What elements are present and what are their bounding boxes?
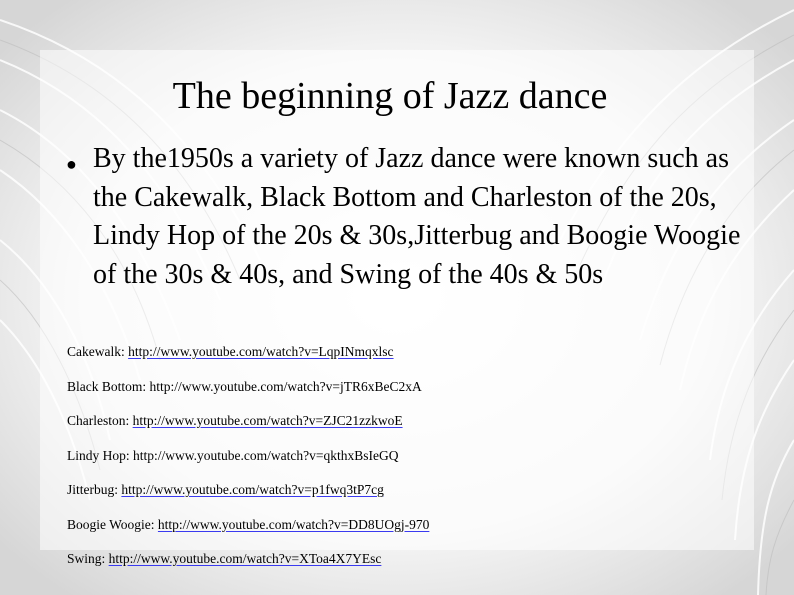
link-label: Swing: — [67, 551, 109, 566]
link-url[interactable]: http://www.youtube.com/watch?v=p1fwq3tP7cg — [121, 482, 384, 497]
link-url[interactable]: http://www.youtube.com/watch?v=XToa4X7YEsc — [108, 551, 382, 566]
link-row-charleston — [67, 413, 787, 448]
link-label: Boogie Woogie: — [67, 516, 158, 532]
bullet-marker: ● — [66, 154, 77, 174]
link-row-lindy-hop — [67, 448, 787, 483]
video-link-list — [67, 344, 787, 586]
slide-title: The beginning of Jazz dance — [172, 75, 608, 117]
link-row-cakewalk — [67, 344, 787, 379]
link-url[interactable]: http://www.youtube.com/watch?v=DD8UOgj-970 — [157, 516, 430, 532]
link-url[interactable]: http://www.youtube.com/watch?v=jTR6xBeC2xA — [149, 378, 422, 394]
link-label: Jitterbug: — [67, 482, 122, 497]
link-url[interactable]: http://www.youtube.com/watch?v=ZJC21zzkwoE — [132, 413, 403, 428]
bullet-text: By the1950s a variety of Jazz dance were known such as the Cakewalk, Black Bottom and Charleston of the 20s, Lindy Hop of the 20s & 30s,Jitterbug and Boogie Woogie of the 30s & 40s, and Swing of the 40s & 50s — [93, 143, 741, 290]
link-row-swing — [67, 551, 787, 586]
link-row-jitterbug — [67, 482, 787, 517]
link-label: Black Bottom: — [67, 378, 150, 394]
link-row-boogie-woogie — [67, 517, 787, 552]
link-label: Lindy Hop: — [67, 447, 133, 463]
link-url[interactable]: http://www.youtube.com/watch?v=LqpINmqxlsc — [128, 344, 394, 359]
link-label: Charleston: — [67, 413, 133, 428]
link-row-black-bottom — [67, 379, 787, 414]
link-url[interactable]: http://www.youtube.com/watch?v=qkthxBsIeGQ — [133, 447, 399, 463]
link-label: Cakewalk: — [67, 344, 129, 359]
